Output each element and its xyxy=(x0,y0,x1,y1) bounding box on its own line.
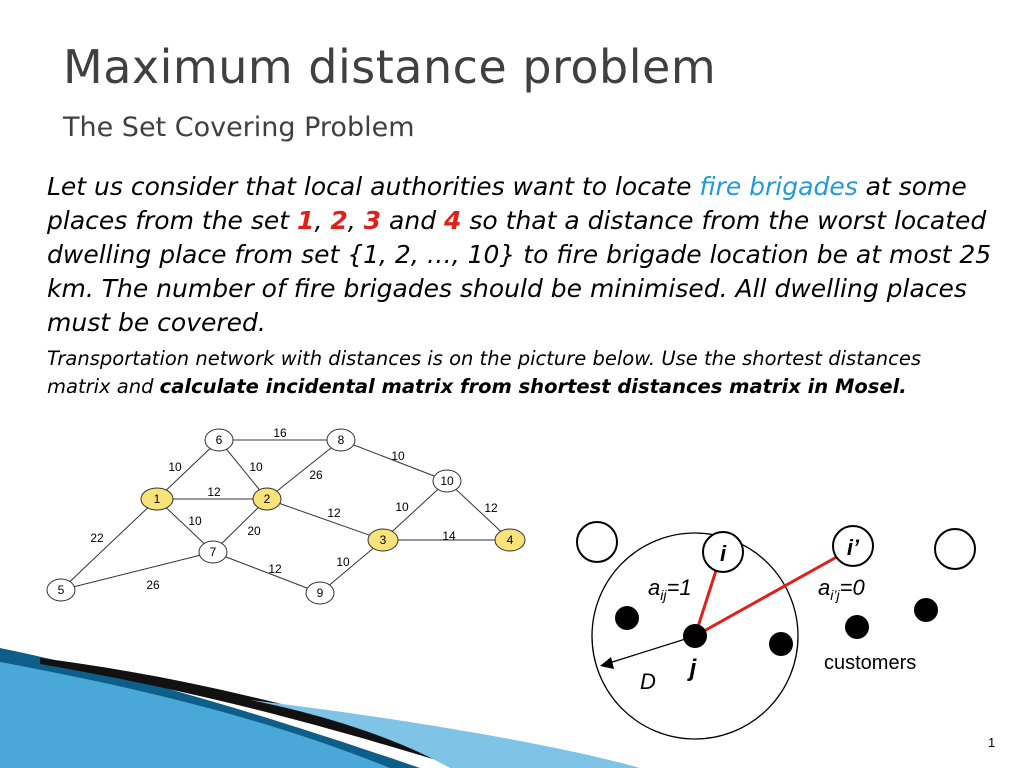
node-label: 5 xyxy=(57,583,65,597)
edge-weight-label: 10 xyxy=(249,460,263,474)
edge-weight-label: 14 xyxy=(442,529,456,543)
slide-title: Maximum distance problem xyxy=(63,40,717,94)
customer-j-label: j xyxy=(689,655,697,682)
edge-weight-label: 10 xyxy=(391,449,405,463)
customer-dot xyxy=(615,606,639,630)
edge-weight-label: 26 xyxy=(146,578,160,592)
node-label: 4 xyxy=(506,533,514,547)
a-ij-label: $a_{ij}=1$ xyxy=(648,575,692,603)
customer-dot xyxy=(914,598,938,622)
node-label: 8 xyxy=(337,433,345,447)
edge-weight-label: 12 xyxy=(327,506,341,520)
edge-weight-label: 10 xyxy=(395,500,409,514)
candidate-facility-circle xyxy=(935,529,975,569)
network-edge xyxy=(267,440,341,499)
separator: , xyxy=(314,206,331,235)
separator: , xyxy=(347,206,364,235)
facility-i-label: i xyxy=(719,541,727,566)
edge-weight-label: 12 xyxy=(268,562,282,576)
candidate-site-4: 4 xyxy=(444,206,462,235)
customer-dot xyxy=(769,632,793,656)
edge-weight-label: 22 xyxy=(90,531,104,545)
radius-arrow xyxy=(606,636,695,664)
decorative-swoosh xyxy=(0,648,640,768)
edge-weight-label: 12 xyxy=(207,485,221,499)
edge-weight-label: 20 xyxy=(247,524,261,538)
facility-iprime-label: i’ xyxy=(846,535,860,560)
edge-weight-label: 16 xyxy=(273,426,287,440)
candidate-site-3: 3 xyxy=(363,206,382,235)
node-label: 1 xyxy=(153,492,161,506)
customer-j-dot xyxy=(683,624,707,648)
conjunction: and xyxy=(381,206,445,235)
node-label: 2 xyxy=(263,492,271,506)
page-number: 1 xyxy=(988,735,996,750)
intro-text: at some places from the set xyxy=(47,172,967,235)
a-iprime-j-label: $a_{i’j}=0$ xyxy=(818,575,865,603)
network-edge xyxy=(61,552,213,590)
node-label: 9 xyxy=(316,586,324,600)
candidate-site-2: 2 xyxy=(330,206,348,235)
intro-text: Let us consider that local authorities want to locate xyxy=(47,172,700,201)
node-label: 7 xyxy=(209,545,217,559)
coverage-diagram xyxy=(577,522,975,739)
edge-weight-label: 26 xyxy=(309,468,323,482)
node-label: 3 xyxy=(379,533,387,547)
intro-text: so that a distance from the worst located dwelling place from set {1, 2, …, 10} to fire brigade location be at most 25 km. The number of fire brigades should be minimised. All dwelling places must be covered. xyxy=(47,206,992,337)
network-edge xyxy=(213,552,320,593)
network-edge xyxy=(267,499,383,540)
node-label: 10 xyxy=(440,474,454,488)
candidate-facility-circle xyxy=(577,522,617,562)
edge-weight-label: 10 xyxy=(336,555,350,569)
node-label: 6 xyxy=(215,433,223,447)
radius-d-label: D xyxy=(640,669,656,694)
arrow-head-icon xyxy=(600,657,614,669)
transportation-network xyxy=(47,426,525,604)
slide-subtitle: The Set Covering Problem xyxy=(63,112,415,143)
fire-brigades-term: fire brigades xyxy=(699,172,858,201)
network-edge xyxy=(61,499,157,590)
customer-dot xyxy=(845,615,869,639)
customers-label: customers xyxy=(824,652,917,674)
edge-weight-label: 10 xyxy=(188,514,202,528)
edge-weight-label: 12 xyxy=(484,501,498,515)
candidate-site-1: 1 xyxy=(297,206,315,235)
edge-weight-label: 10 xyxy=(168,460,182,474)
instruction-text: Transportation network with distances is on the picture below. Use the shortest distances matrix and xyxy=(47,347,922,398)
instruction-task: calculate incidental matrix from shortest distances matrix in Mosel. xyxy=(159,375,907,398)
